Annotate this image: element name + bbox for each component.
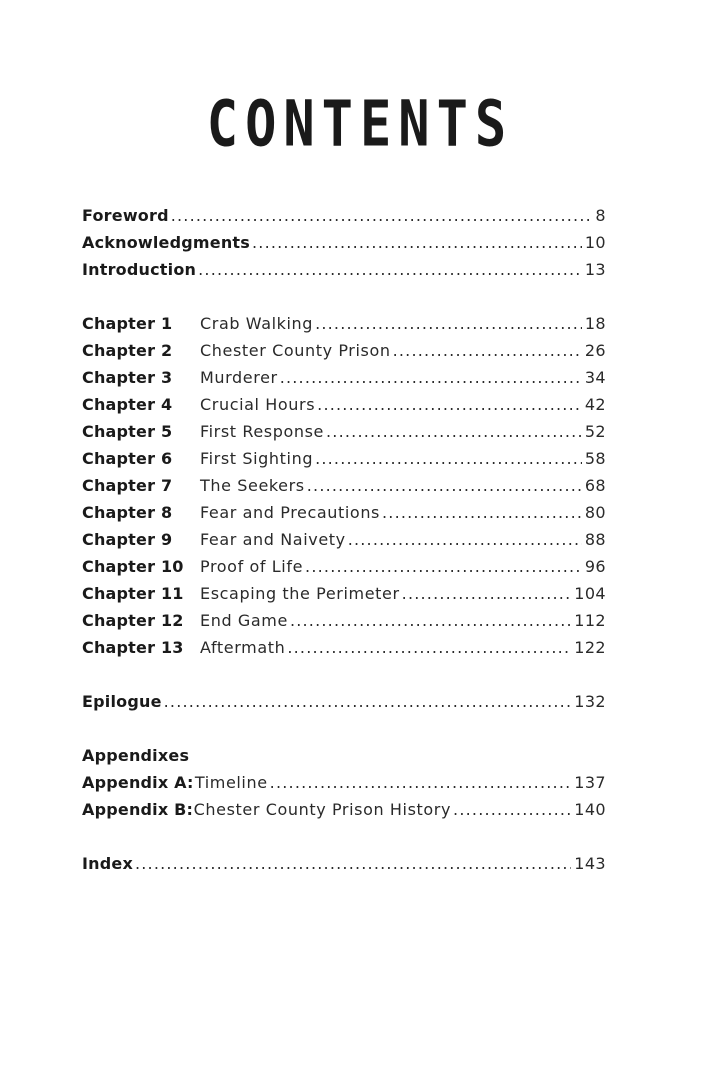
leader-dots (317, 391, 582, 418)
page-number: 140 (574, 800, 606, 819)
page-number: 112 (574, 611, 606, 630)
chapter-label: Chapter 8 (82, 503, 173, 522)
chapter-label: Chapter 10 (82, 557, 184, 576)
chapter-label: Chapter 3 (82, 368, 173, 387)
toc-entry-chapter-6[interactable] (82, 445, 606, 472)
chapter-title: Chester County Prison (200, 341, 391, 360)
toc-entry-chapter-9[interactable] (82, 526, 606, 553)
appendix-title: Chester County Prison History (193, 800, 452, 819)
page-number: 58 (584, 449, 606, 468)
entry-label: Index (82, 854, 133, 873)
page-number: 104 (574, 584, 606, 603)
leader-dots (280, 364, 582, 391)
toc-entry-appendix-a[interactable] (82, 769, 606, 796)
page-number: 42 (584, 395, 606, 414)
entry-label: Foreword (82, 206, 169, 225)
toc-entry-chapter-3[interactable] (82, 364, 606, 391)
leader-dots (198, 256, 582, 283)
entry-label: Epilogue (82, 692, 162, 711)
toc-entry-chapter-5[interactable] (82, 418, 606, 445)
chapter-label: Chapter 7 (82, 476, 173, 495)
page-number: 137 (574, 773, 606, 792)
leader-dots (315, 310, 582, 337)
toc-entry-chapter-7[interactable] (82, 472, 606, 499)
page-title: CONTENTS (206, 88, 514, 162)
page-number: 26 (584, 341, 606, 360)
chapter-label: Chapter 5 (82, 422, 173, 441)
chapter-title: End Game (200, 611, 288, 630)
toc-entry-chapter-13[interactable] (82, 634, 606, 661)
leader-dots (307, 472, 582, 499)
leader-dots (270, 769, 572, 796)
appendix-title: Timeline (194, 773, 268, 792)
leader-dots (305, 553, 582, 580)
page-number: 8 (595, 206, 606, 225)
leader-dots (402, 580, 572, 607)
leader-dots (393, 337, 582, 364)
leader-dots (326, 418, 582, 445)
chapter-title: First Sighting (200, 449, 314, 468)
page-number: 132 (574, 692, 606, 711)
toc-entry-acknowledgments[interactable] (82, 229, 606, 256)
toc-entry-foreword[interactable] (82, 202, 606, 229)
chapter-label: Chapter 1 (82, 314, 173, 333)
chapter-title: The Seekers (200, 476, 305, 495)
page-number: 52 (584, 422, 606, 441)
page-number: 122 (574, 638, 606, 657)
leader-dots (348, 526, 582, 553)
leader-dots (382, 499, 582, 526)
chapter-title: Escaping the Perimeter (200, 584, 400, 603)
page-number: 68 (584, 476, 606, 495)
chapter-label: Chapter 2 (82, 341, 173, 360)
toc-entry-chapter-4[interactable] (82, 391, 606, 418)
page-number: 10 (584, 233, 606, 252)
chapter-label: Chapter 4 (82, 395, 173, 414)
leader-dots (315, 445, 582, 472)
leader-dots (287, 634, 571, 661)
toc-entry-epilogue[interactable] (82, 688, 606, 715)
toc-entry-chapter-10[interactable] (82, 553, 606, 580)
page-number: 18 (584, 314, 606, 333)
chapter-label: Chapter 12 (82, 611, 184, 630)
leader-dots (252, 229, 582, 256)
toc-entry-chapter-1[interactable] (82, 310, 606, 337)
leader-dots (290, 607, 571, 634)
chapter-title: Fear and Precautions (200, 503, 380, 522)
toc-entry-chapter-2[interactable] (82, 337, 606, 364)
toc-entry-appendix-b[interactable] (82, 796, 606, 823)
chapter-title: Fear and Naivety (200, 530, 346, 549)
page-number: 13 (584, 260, 606, 279)
chapter-title: Murderer (200, 368, 278, 387)
page-number: 34 (584, 368, 606, 387)
chapter-title: Aftermath (200, 638, 286, 657)
toc-entry-chapter-11[interactable] (82, 580, 606, 607)
chapter-label: Chapter 11 (82, 584, 184, 603)
page-number: 80 (584, 503, 606, 522)
leader-dots (171, 202, 593, 229)
leader-dots (453, 796, 571, 823)
appendix-label: Appendix B: (82, 800, 194, 819)
page-number: 143 (574, 854, 606, 873)
toc-entry-index[interactable] (82, 850, 606, 877)
entry-label: Introduction (82, 260, 197, 279)
chapter-title: First Response (200, 422, 325, 441)
chapter-label: Chapter 9 (82, 530, 173, 549)
entry-label: Acknowledgments (82, 233, 250, 252)
toc-entry-chapter-12[interactable] (82, 607, 606, 634)
leader-dots (135, 850, 571, 877)
toc-entry-chapter-8[interactable] (82, 499, 606, 526)
leader-dots (164, 688, 572, 715)
page-number: 88 (584, 530, 606, 549)
chapter-title: Proof of Life (200, 557, 304, 576)
chapter-label: Chapter 6 (82, 449, 173, 468)
appendixes-heading: Appendixes (82, 746, 190, 765)
chapter-title: Crab Walking (200, 314, 314, 333)
chapter-label: Chapter 13 (82, 638, 184, 657)
appendix-label: Appendix A: (82, 773, 194, 792)
chapter-title: Crucial Hours (200, 395, 316, 414)
toc-entry-introduction[interactable] (82, 256, 606, 283)
page-number: 96 (584, 557, 606, 576)
